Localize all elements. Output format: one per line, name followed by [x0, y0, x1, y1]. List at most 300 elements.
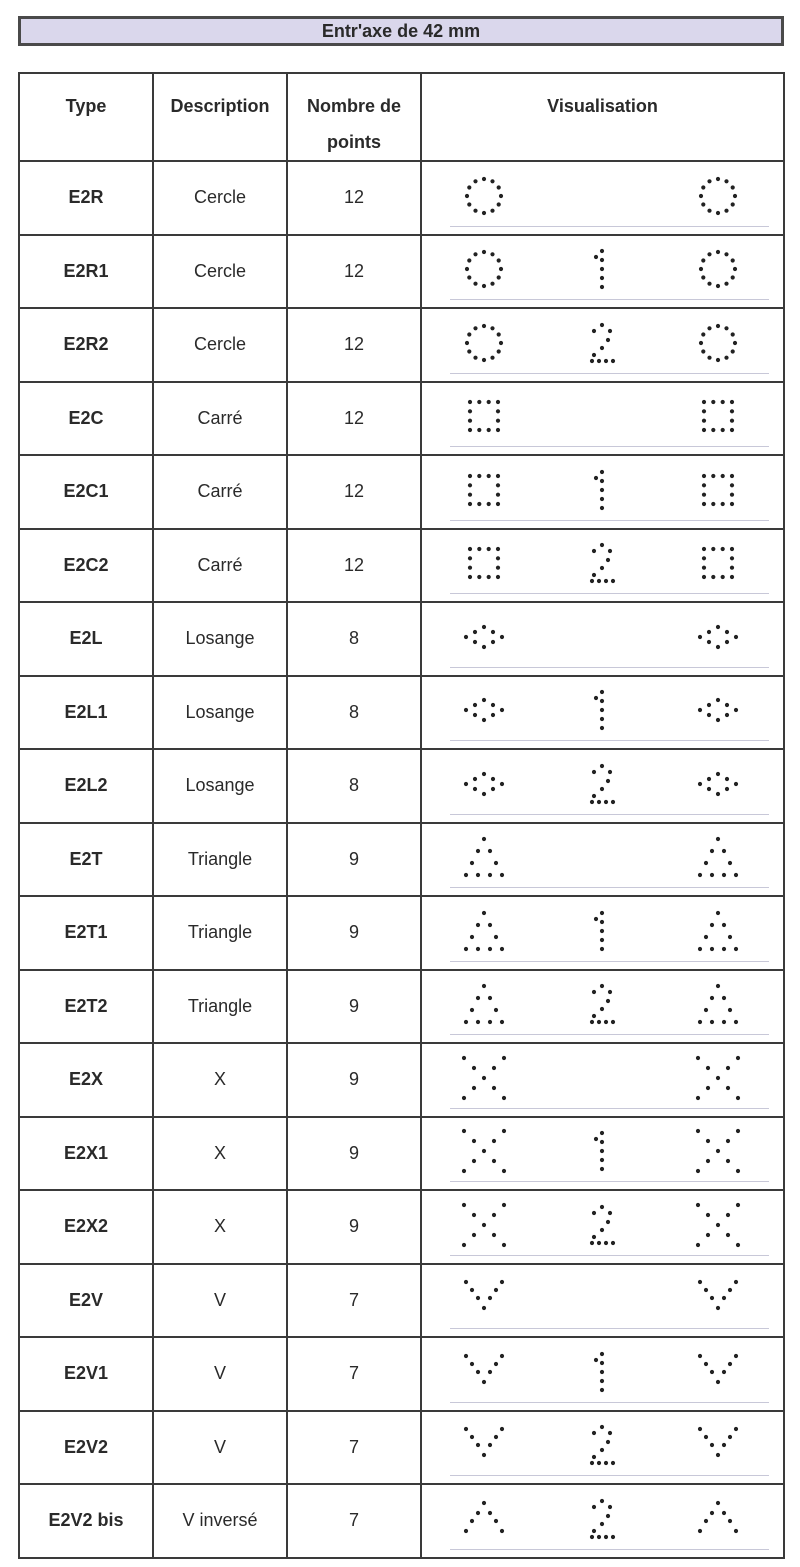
pattern-dot [734, 873, 738, 877]
dot-pattern-visual [422, 751, 775, 821]
right-dot-shape [698, 1427, 738, 1457]
pattern-dot [600, 346, 604, 350]
description-cell: Carré [153, 382, 287, 456]
pattern-dot [497, 202, 501, 206]
pattern-dot [726, 1213, 730, 1217]
pattern-dot [600, 708, 604, 712]
pattern-dot [473, 208, 477, 212]
pattern-dot [724, 326, 728, 330]
center-dot-digit [594, 690, 604, 730]
pattern-dot [721, 575, 725, 579]
table-row [19, 676, 784, 750]
pattern-dot [468, 474, 472, 478]
pattern-dot [606, 779, 610, 783]
row-underline [450, 740, 769, 741]
pattern-dot [716, 911, 720, 915]
pattern-dot [702, 575, 706, 579]
table-row [19, 749, 784, 823]
pattern-dot [600, 938, 604, 942]
pattern-dot [728, 1288, 732, 1292]
pattern-dot [600, 506, 604, 510]
pattern-dot [464, 1427, 468, 1431]
pattern-dot [470, 861, 474, 865]
left-dot-shape [464, 911, 504, 951]
pattern-dot [698, 1529, 702, 1533]
pattern-dot [497, 259, 501, 263]
center-dot-digit [590, 543, 615, 583]
pattern-dot [592, 549, 596, 553]
pattern-dot [716, 772, 720, 776]
pattern-dot [704, 1288, 708, 1292]
table-row [19, 529, 784, 603]
pattern-dot [592, 1529, 596, 1533]
center-dot-digit [590, 1499, 615, 1539]
pattern-dot [710, 1443, 714, 1447]
pattern-dot [606, 999, 610, 1003]
pattern-dot [699, 341, 703, 345]
visualisation-cell [421, 823, 784, 897]
header-row [19, 73, 784, 161]
pattern-dot [590, 1241, 594, 1245]
pattern-dot [707, 208, 711, 212]
pattern-dot [472, 1066, 476, 1070]
pattern-dot [702, 474, 706, 478]
pattern-dot [716, 1149, 720, 1153]
pattern-dot [704, 1435, 708, 1439]
pattern-dot [606, 558, 610, 562]
pattern-dot [592, 794, 596, 798]
pattern-dot [728, 1435, 732, 1439]
pattern-dot [702, 409, 706, 413]
pattern-dot [722, 996, 726, 1000]
type-cell: E2L2 [19, 749, 153, 823]
pattern-dot [730, 474, 734, 478]
pattern-dot [716, 1306, 720, 1310]
pattern-dot [707, 703, 711, 707]
pattern-dot [600, 690, 604, 694]
pattern-dot [465, 194, 469, 198]
pattern-dot [488, 1443, 492, 1447]
pattern-dot [482, 772, 486, 776]
pattern-dot [702, 483, 706, 487]
pattern-dot [482, 625, 486, 629]
pattern-dot [491, 777, 495, 781]
pattern-dot [476, 1370, 480, 1374]
dot-pattern-visual [422, 824, 775, 894]
visualisation-cell [421, 1190, 784, 1264]
pattern-dot [494, 861, 498, 865]
pattern-dot [482, 284, 486, 288]
type-cell: E2T [19, 823, 153, 897]
pattern-dot [473, 282, 477, 286]
pattern-dot [487, 400, 491, 404]
pattern-dot [487, 502, 491, 506]
pattern-dot [468, 409, 472, 413]
pattern-dot [710, 1296, 714, 1300]
right-dot-shape [699, 250, 737, 288]
dot-pattern-visual [422, 383, 775, 453]
description-cell: Triangle [153, 970, 287, 1044]
pattern-dot [725, 777, 729, 781]
right-dot-shape [699, 324, 737, 362]
description-cell: Cercle [153, 161, 287, 235]
pattern-dot [494, 1288, 498, 1292]
pattern-dot [472, 1159, 476, 1163]
pattern-dot [477, 474, 481, 478]
pattern-dot [496, 492, 500, 496]
pattern-dot [600, 1140, 604, 1144]
points-cell: 12 [287, 455, 421, 529]
type-cell: E2C1 [19, 455, 153, 529]
pattern-dot [722, 1511, 726, 1515]
left-dot-shape [468, 547, 500, 579]
pattern-dot [600, 1448, 604, 1452]
pattern-dot [465, 341, 469, 345]
pattern-dot [500, 1280, 504, 1284]
pattern-dot [497, 185, 501, 189]
right-dot-shape [698, 625, 738, 649]
pattern-dot [698, 873, 702, 877]
pattern-dot [716, 698, 720, 702]
pattern-dot [491, 787, 495, 791]
description-cell: Carré [153, 529, 287, 603]
pattern-dot [487, 474, 491, 478]
pattern-dot [600, 285, 604, 289]
pattern-dot [604, 1461, 608, 1465]
table-row [19, 1043, 784, 1117]
pattern-dot [473, 252, 477, 256]
pattern-dot [731, 332, 735, 336]
pattern-dot [600, 543, 604, 547]
row-underline [450, 373, 769, 374]
pattern-dot [491, 703, 495, 707]
pattern-dot [488, 947, 492, 951]
pattern-dot [716, 211, 720, 215]
pattern-dot [499, 194, 503, 198]
pattern-dot [594, 255, 598, 259]
pattern-dot [594, 476, 598, 480]
pattern-dot [592, 1505, 596, 1509]
pattern-dot [497, 332, 501, 336]
pattern-dot [608, 1211, 612, 1215]
pattern-dot [590, 579, 594, 583]
pattern-dot [467, 185, 471, 189]
pattern-dot [726, 1233, 730, 1237]
pattern-dot [707, 355, 711, 359]
row-underline [450, 593, 769, 594]
pattern-dot [722, 923, 726, 927]
pattern-dot [590, 359, 594, 363]
pattern-dot [600, 1388, 604, 1392]
pattern-dot [710, 1370, 714, 1374]
pattern-dot [590, 1535, 594, 1539]
pattern-dot [608, 549, 612, 553]
pattern-dot [725, 787, 729, 791]
pattern-dot [724, 179, 728, 183]
pattern-dot [707, 252, 711, 256]
pattern-dot [701, 202, 705, 206]
pattern-dot [476, 1511, 480, 1515]
pattern-dot [488, 1296, 492, 1300]
points-cell: 12 [287, 308, 421, 382]
center-dot-digit [590, 1425, 615, 1465]
pattern-dot [600, 1370, 604, 1374]
pattern-dot [473, 179, 477, 183]
right-dot-shape [698, 1501, 738, 1533]
pattern-dot [600, 1361, 604, 1365]
pattern-dot [462, 1129, 466, 1133]
table-row [19, 823, 784, 897]
pattern-dot [606, 1440, 610, 1444]
pattern-dot [698, 1427, 702, 1431]
pattern-dot [734, 1280, 738, 1284]
pattern-dot [722, 849, 726, 853]
pattern-dot [600, 497, 604, 501]
type-cell: E2R1 [19, 235, 153, 309]
pattern-dot [472, 1139, 476, 1143]
pattern-dot [600, 1379, 604, 1383]
left-dot-shape [468, 400, 500, 432]
pattern-dot [704, 1008, 708, 1012]
description-cell: Losange [153, 602, 287, 676]
pattern-dot [726, 1159, 730, 1163]
pattern-dot [604, 579, 608, 583]
pattern-dot [594, 696, 598, 700]
pattern-dot [707, 787, 711, 791]
pattern-dot [726, 1066, 730, 1070]
dot-pattern-visual [422, 163, 775, 233]
column-header-points-line2: points [327, 132, 381, 152]
description-cell: X [153, 1043, 287, 1117]
pattern-dot [716, 1223, 720, 1227]
pattern-dot [600, 479, 604, 483]
visualisation-cell [421, 1117, 784, 1191]
pattern-dot [477, 400, 481, 404]
pattern-dot [502, 1096, 506, 1100]
left-dot-shape [462, 1129, 506, 1173]
pattern-dot [600, 1499, 604, 1503]
points-cell: 8 [287, 602, 421, 676]
pattern-dot [716, 718, 720, 722]
pattern-dot [600, 1228, 604, 1232]
pattern-dot [597, 1020, 601, 1024]
center-dot-digit [594, 911, 604, 951]
points-cell: 9 [287, 823, 421, 897]
pattern-dot [611, 800, 615, 804]
center-dot-digit [590, 764, 615, 804]
pattern-dot [473, 640, 477, 644]
description-cell: Carré [153, 455, 287, 529]
pattern-dot [702, 556, 706, 560]
row-underline [450, 1328, 769, 1329]
pattern-dot [476, 947, 480, 951]
pattern-dot [490, 208, 494, 212]
type-cell: E2V1 [19, 1337, 153, 1411]
left-dot-shape [464, 772, 504, 796]
pattern-dot [468, 400, 472, 404]
pattern-dot [731, 276, 735, 280]
pattern-dot [500, 1427, 504, 1431]
pattern-dot [496, 474, 500, 478]
pattern-dot [496, 556, 500, 560]
right-dot-shape [699, 177, 737, 215]
pattern-dot [698, 708, 702, 712]
pattern-dot [730, 492, 734, 496]
pattern-dot [711, 547, 715, 551]
left-dot-shape [464, 698, 504, 722]
table-row [19, 161, 784, 235]
pattern-dot [600, 717, 604, 721]
type-cell: E2V2 bis [19, 1484, 153, 1558]
pattern-dot [470, 1288, 474, 1292]
pattern-dot [611, 1535, 615, 1539]
pattern-dot [500, 1529, 504, 1533]
type-cell: E2R2 [19, 308, 153, 382]
pattern-dot [477, 428, 481, 432]
pattern-dot [600, 920, 604, 924]
pattern-dot [724, 355, 728, 359]
pattern-dot [597, 800, 601, 804]
pattern-dot [721, 400, 725, 404]
description-cell: Cercle [153, 308, 287, 382]
pattern-dot [468, 556, 472, 560]
pattern-dot [696, 1203, 700, 1207]
center-dot-digit [594, 470, 604, 510]
points-cell: 7 [287, 1411, 421, 1485]
table-row [19, 896, 784, 970]
pattern-dot [606, 1220, 610, 1224]
pattern-dot [482, 984, 486, 988]
table-row [19, 235, 784, 309]
pattern-dot [731, 259, 735, 263]
pattern-dot [698, 1280, 702, 1284]
pattern-dot [464, 708, 468, 712]
pattern-dot [698, 635, 702, 639]
column-header-points [287, 73, 421, 161]
pattern-dot [594, 1358, 598, 1362]
pattern-dot [500, 782, 504, 786]
pattern-dot [736, 1056, 740, 1060]
pattern-dot [482, 1076, 486, 1080]
row-underline [450, 520, 769, 521]
pattern-dot [710, 996, 714, 1000]
pattern-dot [592, 329, 596, 333]
points-cell: 12 [287, 235, 421, 309]
points-cell: 9 [287, 1190, 421, 1264]
column-header-points-line1: Nombre de [306, 96, 402, 116]
pattern-dot [730, 502, 734, 506]
pattern-dot [468, 547, 472, 551]
pattern-dot [728, 1519, 732, 1523]
pattern-dot [706, 1086, 710, 1090]
description-cell: V [153, 1337, 287, 1411]
pattern-dot [597, 1241, 601, 1245]
pattern-dot [482, 698, 486, 702]
pattern-dot [608, 1431, 612, 1435]
pattern-dot [600, 1007, 604, 1011]
pattern-dot [702, 547, 706, 551]
pattern-dot [494, 935, 498, 939]
pattern-dot [594, 1137, 598, 1141]
pattern-dot [492, 1233, 496, 1237]
pattern-dot [722, 1443, 726, 1447]
pattern-dot [600, 1167, 604, 1171]
column-header-visualisation: Visualisation [421, 73, 784, 161]
table-row [19, 1337, 784, 1411]
pattern-dot [724, 282, 728, 286]
pattern-dot [462, 1243, 466, 1247]
pattern-dot [496, 419, 500, 423]
right-dot-shape [698, 772, 738, 796]
pattern-dot [473, 787, 477, 791]
right-dot-shape [698, 911, 738, 951]
pattern-dot [482, 1380, 486, 1384]
pattern-dot [699, 194, 703, 198]
pattern-dot [490, 326, 494, 330]
pattern-dot [696, 1169, 700, 1173]
pattern-dot [468, 492, 472, 496]
points-cell: 12 [287, 382, 421, 456]
pattern-dot [597, 1535, 601, 1539]
pattern-dot [597, 579, 601, 583]
table-row [19, 1411, 784, 1485]
pattern-dot [716, 645, 720, 649]
pattern-dot [734, 1020, 738, 1024]
pattern-dot [716, 837, 720, 841]
pattern-dot [606, 338, 610, 342]
pattern-dot [722, 873, 726, 877]
pattern-dot [730, 556, 734, 560]
description-cell: V inversé [153, 1484, 287, 1558]
visualisation-cell [421, 529, 784, 603]
pattern-dot [706, 1159, 710, 1163]
pattern-dot [482, 1453, 486, 1457]
pattern-dot [488, 923, 492, 927]
pattern-dot [482, 250, 486, 254]
pattern-dot [488, 996, 492, 1000]
pattern-dot [702, 566, 706, 570]
pattern-dot [600, 1149, 604, 1153]
pattern-dot [482, 1306, 486, 1310]
pattern-dot [706, 1066, 710, 1070]
pattern-dot [482, 177, 486, 181]
visualisation-cell [421, 235, 784, 309]
pattern-dot [490, 179, 494, 183]
pattern-dot [473, 326, 477, 330]
pattern-dot [716, 625, 720, 629]
pattern-dot [736, 1203, 740, 1207]
type-cell: E2T2 [19, 970, 153, 1044]
pattern-dot [590, 1461, 594, 1465]
pattern-dot [702, 502, 706, 506]
pattern-dot [701, 185, 705, 189]
dot-pattern-visual [422, 530, 775, 600]
pattern-dot [725, 703, 729, 707]
pattern-dot [707, 179, 711, 183]
left-dot-shape [464, 1354, 504, 1384]
pattern-dot [600, 470, 604, 474]
pattern-dot [592, 1455, 596, 1459]
pattern-dot [477, 502, 481, 506]
pattern-dot [464, 947, 468, 951]
type-cell: E2V [19, 1264, 153, 1338]
pattern-dot [696, 1129, 700, 1133]
pattern-dot [590, 800, 594, 804]
pattern-dot [473, 777, 477, 781]
right-dot-shape [698, 837, 738, 877]
pattern-dot [470, 1362, 474, 1366]
pattern-dot [468, 566, 472, 570]
